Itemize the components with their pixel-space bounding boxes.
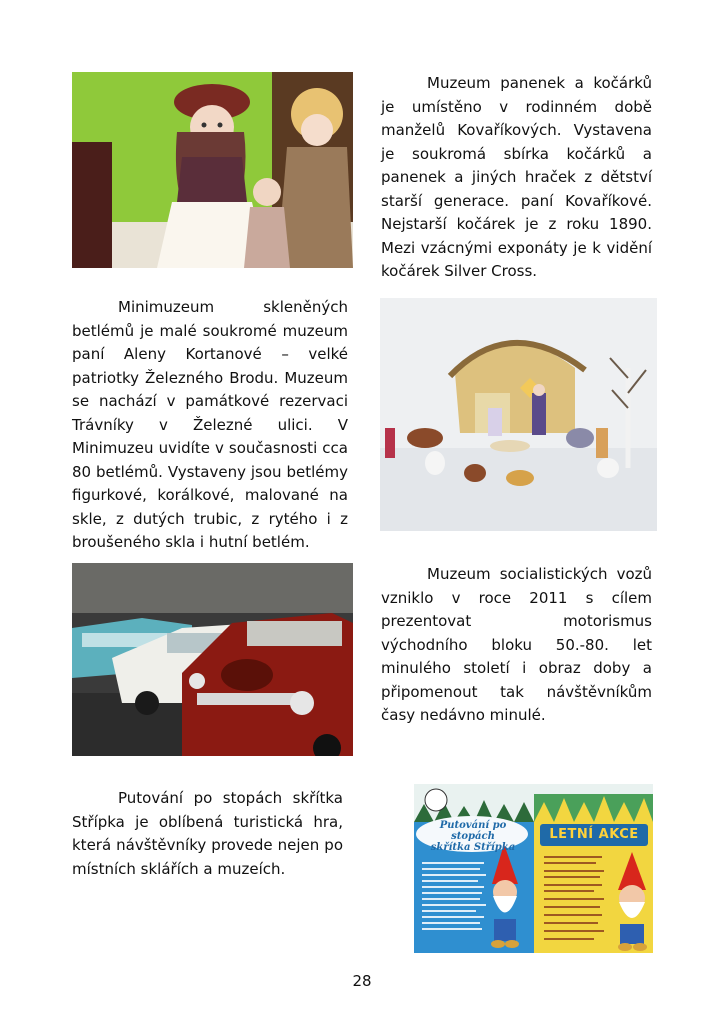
page-number: 28 [352, 972, 372, 990]
cars-text: Muzeum socialistických vozů vzniklo v roce 2011 s cílem prezentovat motorismus východního bloku 50.-80. let minulého století i obraz doby a připomenout tak návštěvníkům časy nedávno minulé. [381, 565, 652, 724]
poster-left-title-line1: Putování po stopách [439, 820, 507, 842]
socialist-cars-photo [72, 563, 353, 756]
dolls-paragraph [381, 72, 652, 284]
glass-nativity-photo [380, 298, 657, 531]
dolls-text: Muzeum panenek a kočárků je umístěno v rodinném době manželů Kovaříkových. Vystavena je soukromá sbírka kočárků a panenek a jiných hraček z dětství starší generace. paní Kovaříkové. Nejstarší kočárek je z roku 1890. Mezi vzácnými exponáty je k vidění kočárek Silver Cross. [381, 74, 652, 280]
gnome-text: Putování po stopách skřítka Střípka je oblíbená turistická hra, která návštěvníky provede nejen po místních sklářích a muzeích. [72, 789, 343, 878]
gnome-paragraph [72, 787, 343, 881]
poster-right-title: LETNÍ AKCE [549, 827, 639, 842]
dolls-photo [72, 72, 353, 268]
poster-left-title [420, 820, 526, 853]
nativity-paragraph [72, 296, 348, 555]
cars-paragraph [381, 563, 652, 728]
poster-left-title-line2: skřítka Střípka [430, 842, 516, 853]
gnome-poster [414, 784, 653, 953]
nativity-text: Minimuzeum skleněných betlémů je malé soukromé muzeum paní Aleny Kortanové – velké patriotky Železného Brodu. Muzeum se nachází v památkové rezervaci Trávníky v Železné ulici. V Minimuzeu uvidíte v současnosti cca 80 betlémů. Vystaveny jsou betlémy figurkové, korálkové, malované na skle, z dutých trubic, z rytého i z broušeného skla i hutní betlém. [72, 298, 348, 551]
